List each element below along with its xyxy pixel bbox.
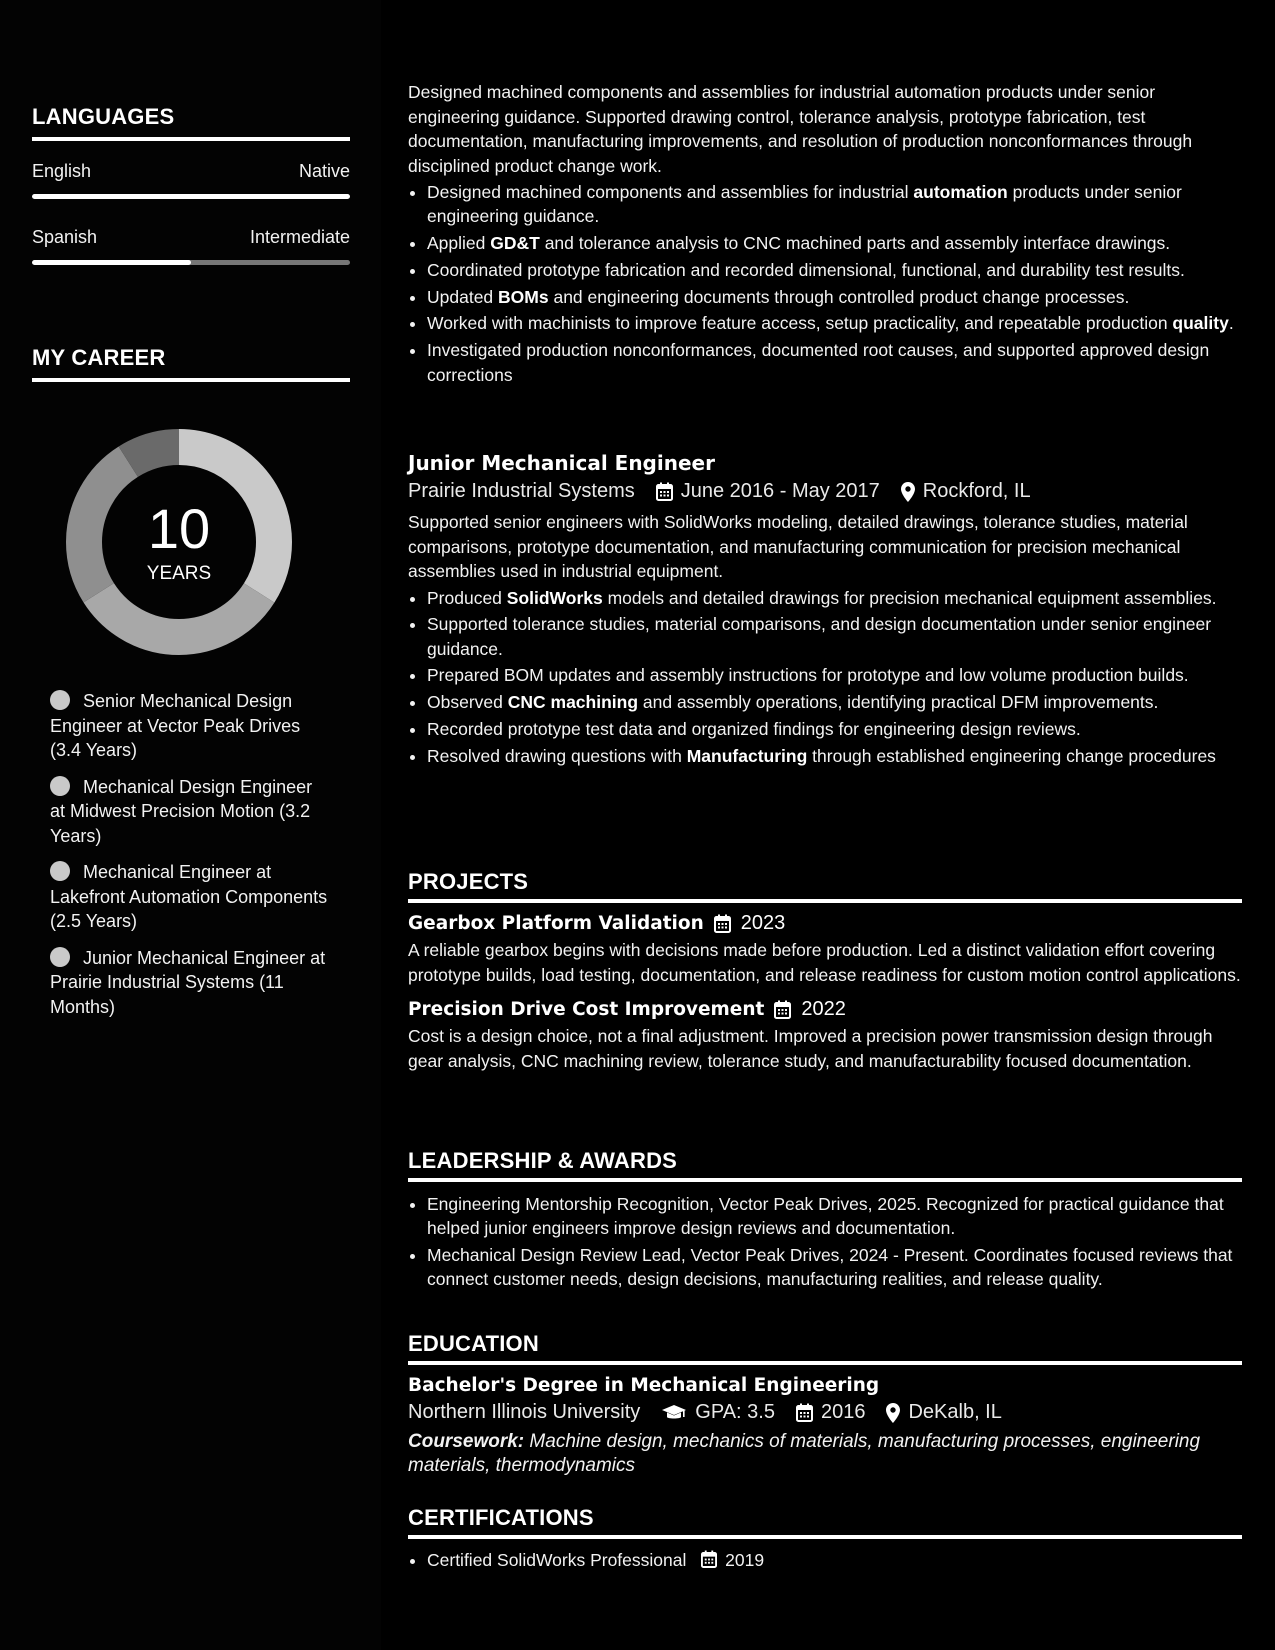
project-description: Cost is a design choice, not a final adjustment. Improved a precision power transmission design through gear analysis, CNC machining review, tolerance study, and manufacturability focused documentation. bbox=[408, 1026, 1213, 1071]
calendar-icon bbox=[796, 1403, 813, 1422]
coursework-label: Coursework: bbox=[408, 1431, 525, 1452]
school-name: Northern Illinois University bbox=[408, 1401, 641, 1423]
calendar-icon bbox=[656, 482, 673, 501]
leadership-list bbox=[408, 1192, 1242, 1292]
project-year: 2022 bbox=[801, 998, 846, 1020]
language-proficiency-bar bbox=[32, 194, 350, 199]
career-item bbox=[50, 860, 330, 934]
career-item bbox=[50, 775, 330, 849]
bullet-item: • Produced SolidWorks models and detailed drawings for precision mechanical equipment assemblies. bbox=[427, 586, 1242, 610]
project-title: Precision Drive Cost Improvement bbox=[408, 999, 765, 1020]
calendar-icon bbox=[701, 1550, 717, 1568]
career-dot bbox=[50, 690, 70, 710]
career-item bbox=[50, 689, 330, 763]
certifications-heading: CERTIFICATIONS bbox=[408, 1505, 1242, 1539]
job2-section bbox=[408, 451, 1242, 771]
bullet-item: • Prepared BOM updates and assembly instructions for prototype and low volume production builds. bbox=[427, 663, 1242, 687]
calendar-icon bbox=[774, 1000, 791, 1019]
career-item-text: Junior Mechanical Engineer at Prairie Industrial Systems (11 Months) bbox=[50, 947, 326, 1017]
bullet-item: • Applied GD&T and tolerance analysis to CNC machined parts and assembly interface drawings. bbox=[427, 231, 1242, 255]
bullet-item: • Mechanical Design Review Lead, Vector Peak Drives, 2024 - Present. Coordinates focused reviews that connect customer needs, design decisions, manufacturing realities, and release quality. bbox=[427, 1243, 1242, 1292]
bullet-item: • Worked with machinists to improve feature access, setup practicality, and repeatable production quality. bbox=[427, 311, 1242, 335]
calendar-icon bbox=[714, 914, 731, 933]
job1-summary: Designed machined components and assemblies for industrial automation products under senior engineering guidance. Supported drawing control, tolerance analysis, prototype fabrication, test documentation, manufacturing improvements, and resolution of production nonconformances through disciplined product change work. bbox=[408, 82, 1193, 176]
career-years-label: YEARS bbox=[146, 563, 212, 584]
bullet-item: • Observed CNC machining and assembly operations, identifying practical DFM improvements. bbox=[427, 690, 1242, 714]
degree-title: Bachelor's Degree in Mechanical Engineering bbox=[408, 1375, 880, 1396]
project-item bbox=[408, 912, 1242, 987]
education-meta bbox=[408, 1401, 1242, 1424]
bullet-item: • Resolved drawing questions with Manufacturing through established engineering change procedures bbox=[427, 744, 1242, 768]
coursework-text: Machine design, mechanics of materials, manufacturing processes, engineering materials, thermodynamics bbox=[408, 1431, 1201, 1476]
languages-heading: LANGUAGES bbox=[32, 104, 350, 141]
job-meta bbox=[408, 480, 1242, 503]
job-title: Junior Mechanical Engineer bbox=[408, 451, 715, 475]
map-pin-icon bbox=[886, 1403, 900, 1423]
bullet-item: • Engineering Mentorship Recognition, Vector Peak Drives, 2025. Recognized for practical guidance that helped junior engineers improve design reviews and documentation. bbox=[427, 1192, 1242, 1241]
certification-name: Certified SolidWorks Professional bbox=[427, 1550, 687, 1570]
education-section bbox=[408, 1331, 1242, 1478]
certifications-section bbox=[408, 1505, 1242, 1575]
main-column bbox=[381, 0, 1275, 1650]
job1-bullets bbox=[408, 180, 1242, 387]
career-dot bbox=[50, 947, 70, 967]
bullet-item: • Recorded prototype test data and organized findings for engineering design reviews. bbox=[427, 717, 1242, 741]
language-level: Native bbox=[298, 161, 350, 181]
graduation-cap-icon bbox=[661, 1404, 687, 1422]
sidebar bbox=[0, 0, 381, 1650]
certification-item bbox=[427, 1548, 1242, 1572]
project-year: 2023 bbox=[740, 912, 786, 934]
career-item bbox=[50, 946, 330, 1020]
career-item-text: Senior Mechanical Design Engineer at Vector Peak Drives (3.4 Years) bbox=[50, 691, 301, 760]
job2-bullets bbox=[408, 586, 1242, 769]
language-spanish bbox=[32, 227, 350, 265]
bullet-item: • Coordinated prototype fabrication and recorded dimensional, functional, and durability test results. bbox=[427, 258, 1242, 282]
project-title: Gearbox Platform Validation bbox=[408, 913, 704, 934]
language-proficiency-fill bbox=[32, 194, 350, 199]
career-section bbox=[32, 345, 350, 382]
career-item-text: Mechanical Design Engineer at Midwest Precision Motion (3.2 Years) bbox=[50, 776, 313, 846]
project-item bbox=[408, 998, 1242, 1073]
job-dates: June 2016 - May 2017 bbox=[680, 480, 880, 502]
school-location: DeKalb, IL bbox=[908, 1401, 1002, 1423]
coursework bbox=[408, 1430, 1242, 1478]
language-level: Intermediate bbox=[249, 227, 350, 247]
bullet-item: • Investigated production nonconformances, documented root causes, and supported approved design corrections bbox=[427, 338, 1242, 387]
language-name: Spanish bbox=[32, 227, 98, 247]
gpa: GPA: 3.5 bbox=[695, 1401, 775, 1423]
career-years-value: 10 bbox=[147, 497, 211, 560]
language-proficiency-fill bbox=[32, 260, 191, 265]
education-heading: EDUCATION bbox=[408, 1331, 1242, 1365]
language-name: English bbox=[32, 161, 92, 181]
career-donut-chart bbox=[66, 429, 292, 655]
career-dot bbox=[50, 776, 70, 796]
language-english bbox=[32, 161, 350, 199]
bullet-item: • Supported tolerance studies, material comparisons, and design documentation under senior engineer guidance. bbox=[427, 612, 1242, 661]
career-heading: MY CAREER bbox=[32, 345, 350, 382]
career-item-text: Mechanical Engineer at Lakefront Automation Components (2.5 Years) bbox=[50, 862, 328, 931]
career-dot bbox=[50, 861, 70, 881]
certifications-list bbox=[408, 1548, 1242, 1572]
projects-section bbox=[408, 869, 1242, 1073]
languages-section bbox=[32, 104, 350, 265]
project-description: A reliable gearbox begins with decisions made before production. Led a distinct validation effort covering prototype builds, load testing, documentation, and release readiness for custom motion control applications. bbox=[408, 940, 1241, 985]
leadership-heading: LEADERSHIP & AWARDS bbox=[408, 1148, 1242, 1182]
language-proficiency-bar bbox=[32, 260, 350, 265]
job-location: Rockford, IL bbox=[922, 480, 1031, 502]
company-name: Prairie Industrial Systems bbox=[408, 480, 635, 502]
job2-summary: Supported senior engineers with SolidWorks modeling, detailed drawings, tolerance studies, material comparisons, prototype documentation, and manufacturing communication for precision mechanical assemblies used in industrial equipment. bbox=[408, 512, 1188, 581]
career-list bbox=[50, 689, 330, 1031]
projects-heading: PROJECTS bbox=[408, 869, 1242, 903]
leadership-section bbox=[408, 1148, 1242, 1294]
certification-year: 2019 bbox=[725, 1550, 765, 1570]
graduation-year: 2016 bbox=[820, 1401, 866, 1423]
map-pin-icon bbox=[901, 482, 915, 502]
bullet-item: • Updated BOMs and engineering documents through controlled product change processes. bbox=[427, 285, 1242, 309]
bullet-item: • Designed machined components and assemblies for industrial automation products under senior engineering guidance. bbox=[427, 180, 1242, 229]
job1-section bbox=[408, 80, 1242, 389]
